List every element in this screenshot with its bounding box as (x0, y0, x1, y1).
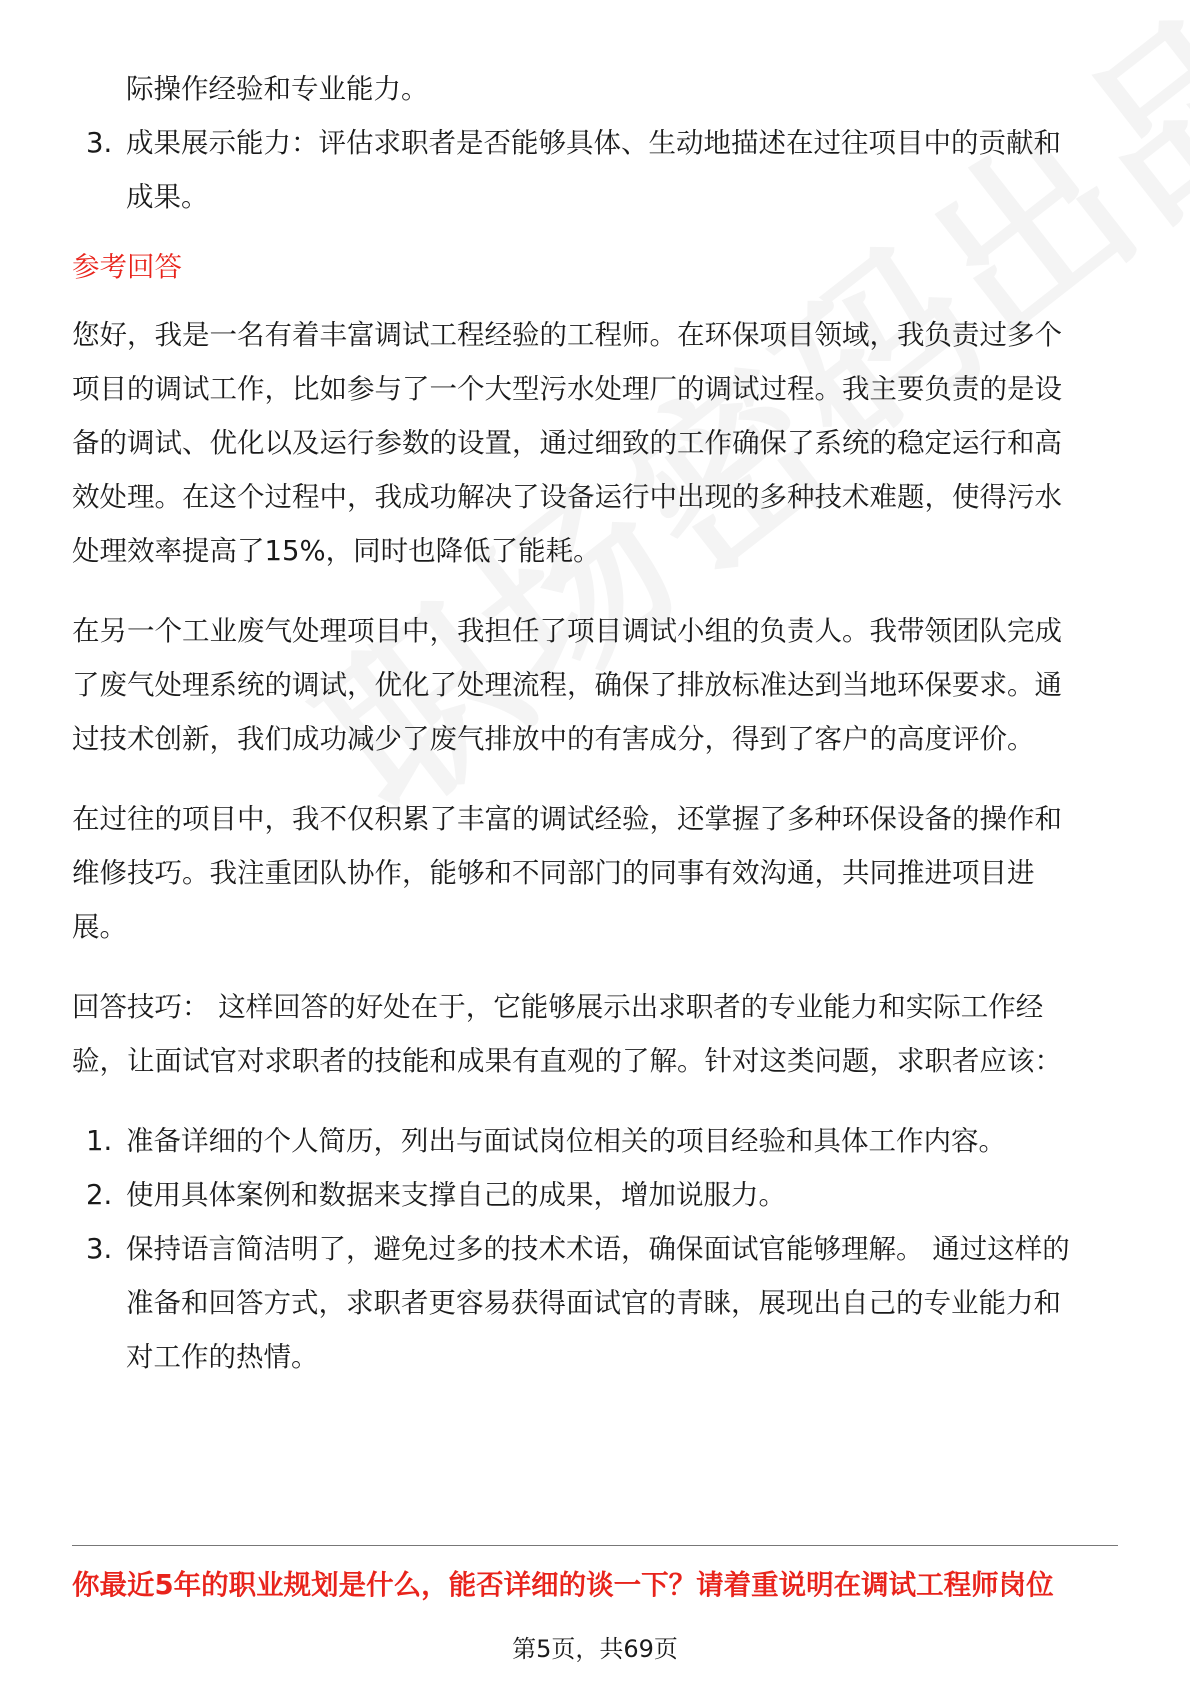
paragraph-line: 在另一个工业废气处理项目中，我担任了项目调试小组的负责人。我带领团队完成 (72, 615, 1062, 647)
paragraph-line: 在过往的项目中，我不仅积累了丰富的调试经验，还掌握了多种环保设备的操作和 (72, 803, 1062, 835)
tips-line: 验，让面试官对求职者的技能和成果有直观的了解。针对这类问题，求职者应该： (72, 1045, 1062, 1077)
list-number: 3. (86, 127, 113, 159)
list-item-line: 保持语言简洁明了，避免过多的技术术语，确保面试官能够理解。 通过这样的 (126, 1233, 1070, 1265)
tips-line: 回答技巧： 这样回答的好处在于，它能够展示出求职者的专业能力和实际工作经 (72, 991, 1044, 1023)
list-item-line: 成果展示能力：评估求职者是否能够具体、生动地描述在过往项目中的贡献和 (126, 127, 1061, 159)
paragraph-line: 您好，我是一名有着丰富调试工程经验的工程师。在环保项目领域，我负责过多个 (72, 319, 1062, 351)
page-footer: 第5页，共69页 (512, 1635, 678, 1663)
paragraph-line: 备的调试、优化以及运行参数的设置，通过细致的工作确保了系统的稳定运行和高 (72, 427, 1062, 459)
list-item-line: 成果。 (126, 181, 209, 213)
next-question-heading: 你最近5年的职业规划是什么，能否详细的谈一下？请着重说明在调试工程师岗位 (72, 1569, 1054, 1601)
list-item-line: 准备和回答方式，求职者更容易获得面试官的青睐，展现出自己的专业能力和 (126, 1287, 1061, 1319)
item-continuation: 际操作经验和专业能力。 (126, 73, 429, 105)
list-item-line: 对工作的热情。 (126, 1341, 319, 1373)
paragraph-line: 了废气处理系统的调试，优化了处理流程，确保了排放标准达到当地环保要求。通 (72, 669, 1062, 701)
paragraph-line: 展。 (72, 911, 127, 943)
paragraph-line: 处理效率提高了15%，同时也降低了能耗。 (72, 535, 601, 567)
section-heading-reference: 参考回答 (72, 251, 182, 283)
paragraph-line: 项目的调试工作，比如参与了一个大型污水处理厂的调试过程。我主要负责的是设 (72, 373, 1062, 405)
paragraph-line: 过技术创新，我们成功减少了废气排放中的有害成分，得到了客户的高度评价。 (72, 723, 1035, 755)
list-item-line: 使用具体案例和数据来支撑自己的成果，增加说服力。 (126, 1179, 786, 1211)
paragraph-line: 效处理。在这个过程中，我成功解决了设备运行中出现的多种技术难题，使得污水 (72, 481, 1062, 513)
list-number: 1. (86, 1125, 113, 1157)
list-number: 3. (86, 1233, 113, 1265)
list-number: 2. (86, 1179, 113, 1211)
list-item-line: 准备详细的个人简历，列出与面试岗位相关的项目经验和具体工作内容。 (126, 1125, 1006, 1157)
paragraph-line: 维修技巧。我注重团队协作，能够和不同部门的同事有效沟通，共同推进项目进 (72, 857, 1035, 889)
section-divider (72, 1545, 1118, 1546)
